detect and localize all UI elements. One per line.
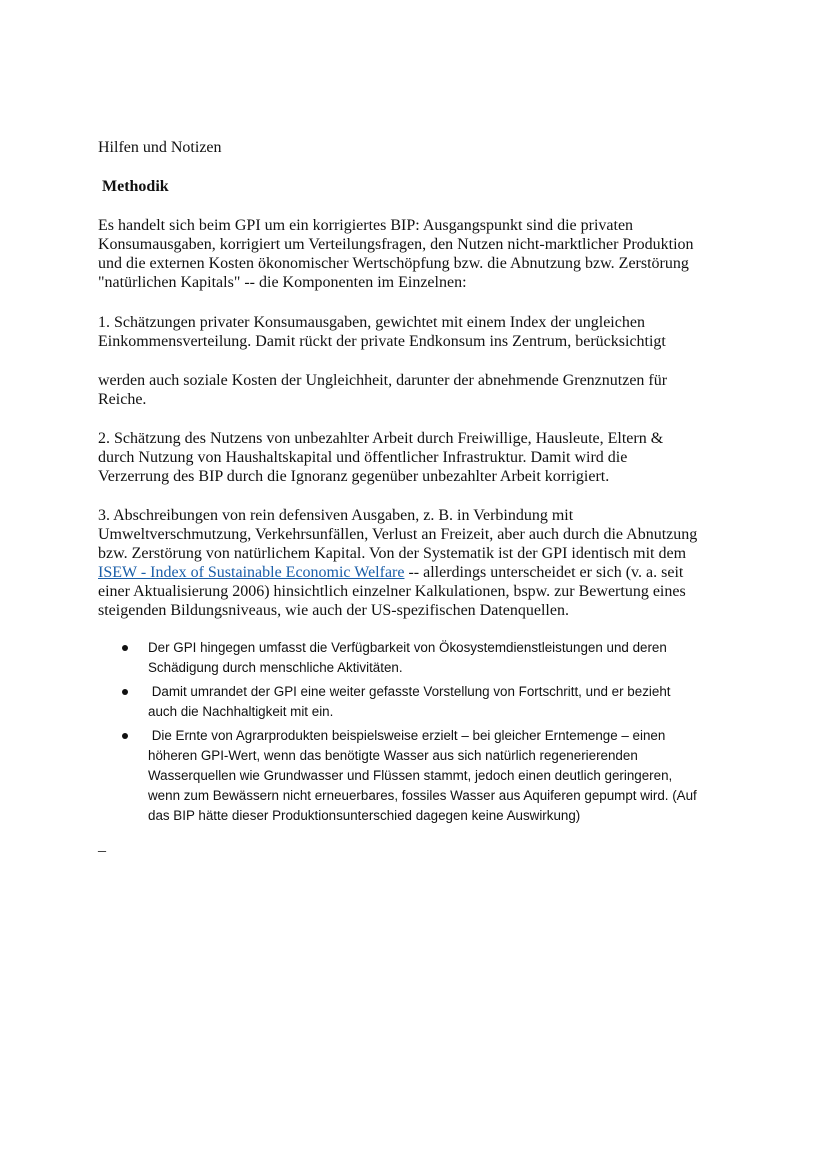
text-line: Die Ernte von Agrarprodukten beispielsweise erzielt – bei gleicher Erntemenge – einen — [148, 728, 666, 743]
text-line: bzw. Zerstörung von natürlichem Kapital. Von der Systematik ist der GPI identisch mit dem — [98, 545, 687, 562]
section-heading: Methodik — [102, 178, 169, 195]
text-line: Schädigung durch menschliche Aktivitäten. — [148, 660, 403, 675]
text-line: 2. Schätzung des Nutzens von unbezahlter Arbeit durch Freiwillige, Hausleute, Eltern & — [98, 430, 664, 447]
link-suffix-text: -- allerdings unterscheidet er sich (v. a. seit — [404, 564, 684, 581]
item-1-paragraph — [98, 313, 738, 351]
text-line: 1. Schätzungen privater Konsumausgaben, gewichtet mit einem Index der ungleichen — [98, 314, 645, 331]
text-line: einer Aktualisierung 2006) hinsichtlich einzelner Kalkulationen, bspw. zur Bewertung eines — [98, 583, 686, 600]
text-line: werden auch soziale Kosten der Ungleichheit, darunter der abnehmende Grenznutzen für — [98, 372, 668, 389]
bullet-icon — [122, 689, 128, 695]
trailing-mark: _ — [98, 837, 106, 854]
bullet-list — [122, 638, 742, 830]
list-item — [122, 726, 742, 826]
text-line: Einkommensverteilung. Damit rückt der private Endkonsum ins Zentrum, berücksichtigt — [98, 333, 666, 350]
text-line: Es handelt sich beim GPI um ein korrigiertes BIP: Ausgangspunkt sind die privaten — [98, 217, 634, 234]
text-line: durch Nutzung von Haushaltskapital und öffentlicher Infrastruktur. Damit wird die — [98, 449, 628, 466]
bullet-icon — [122, 645, 128, 651]
text-line — [98, 563, 738, 582]
text-line: Wasserquellen wie Grundwasser und Flüssen stammt, jedoch einen deutlich geringeren, — [148, 768, 673, 783]
text-line: Damit umrandet der GPI eine weiter gefasste Vorstellung von Fortschritt, und er bezieht — [148, 684, 671, 699]
text-line: höheren GPI-Wert, wenn das benötigte Wasser aus sich natürlich regenerierenden — [148, 748, 638, 763]
text-line: Umweltverschmutzung, Verkehrsunfällen, Verlust an Freizeit, aber auch durch die Abnutzung — [98, 526, 698, 543]
bullet-icon — [122, 733, 128, 739]
text-line: Reiche. — [98, 391, 147, 408]
item-1-continuation — [98, 371, 738, 409]
page-title: Hilfen und Notizen — [98, 139, 222, 156]
text-line: Der GPI hingegen umfasst die Verfügbarkeit von Ökosystemdienstleistungen und deren — [148, 640, 667, 655]
text-line: wenn zum Bewässern nicht erneuerbares, fossiles Wasser aus Aquiferen gepumpt wird. (Auf — [148, 788, 697, 803]
text-line: und die externen Kosten ökonomischer Wertschöpfung bzw. die Abnutzung bzw. Zerstörung — [98, 255, 689, 272]
item-3-paragraph — [98, 506, 738, 620]
text-line: Verzerrung des BIP durch die Ignoranz gegenüber unbezahlter Arbeit korrigiert. — [98, 468, 610, 485]
text-line: steigenden Bildungsniveaus, wie auch der US-spezifischen Datenquellen. — [98, 602, 569, 619]
list-item — [122, 682, 742, 722]
text-line: "natürlichen Kapitals" -- die Komponenten im Einzelnen: — [98, 274, 467, 291]
text-line: Konsumausgaben, korrigiert um Verteilungsfragen, den Nutzen nicht-marktlicher Produktion — [98, 236, 694, 253]
text-line: auch die Nachhaltigkeit mit ein. — [148, 704, 334, 719]
intro-paragraph — [98, 216, 738, 292]
list-item — [122, 638, 742, 678]
isew-link[interactable]: ISEW - Index of Sustainable Economic Welfare — [98, 564, 405, 581]
item-2-paragraph — [98, 429, 738, 486]
text-line: das BIP hätte dieser Produktionsunterschied dagegen keine Auswirkung) — [148, 808, 581, 823]
text-line: 3. Abschreibungen von rein defensiven Ausgaben, z. B. in Verbindung mit — [98, 507, 574, 524]
